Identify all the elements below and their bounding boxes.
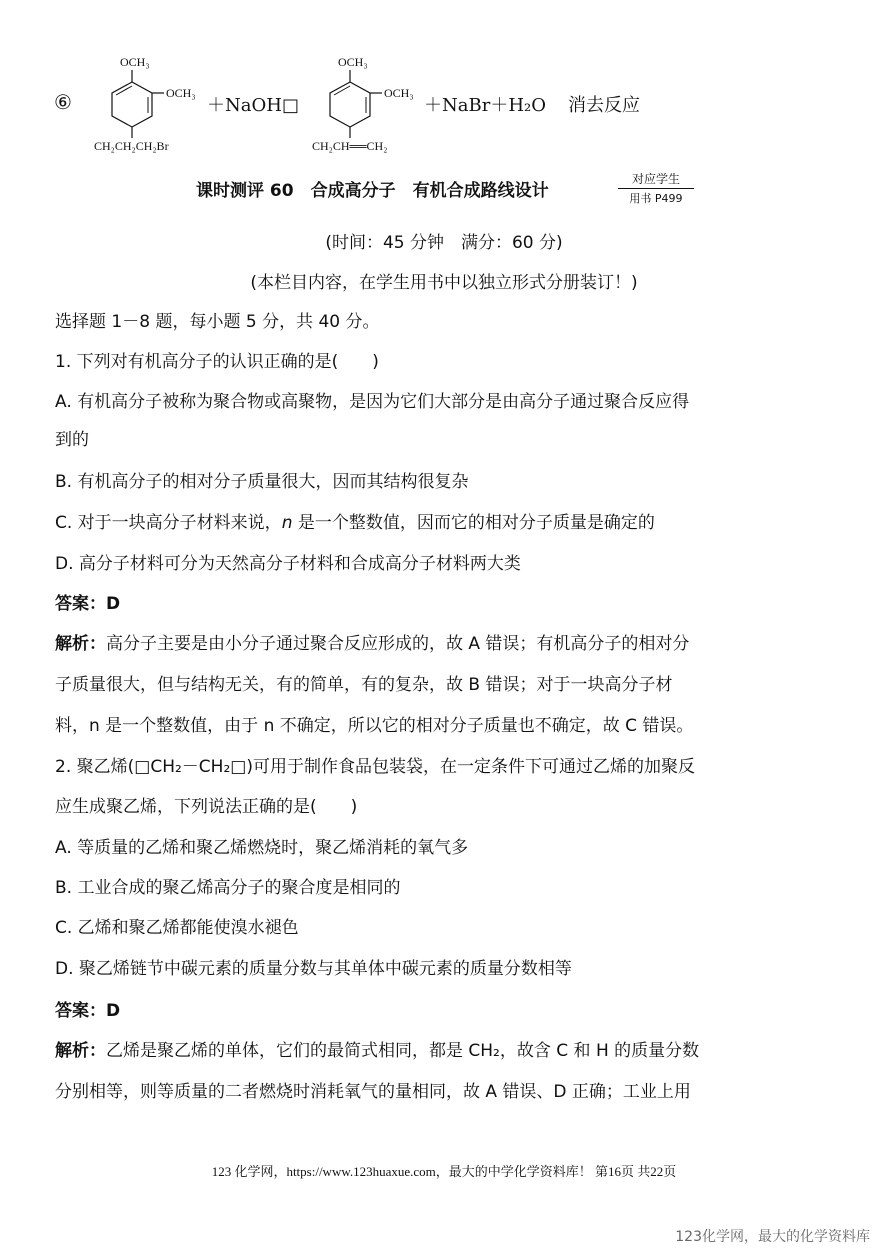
q1-option-c: [55, 503, 845, 543]
q1-option-a-line1: A. 有机高分子被称为聚合物或高聚物，是因为它们大部分是由高分子通过聚合反应得: [55, 392, 690, 412]
q2-stem-line1: 2. 聚乙烯(□CH₂－CH₂□)可用于制作食品包装袋，在一定条件下可通过乙烯的加聚反: [55, 757, 695, 777]
q2-option-a: A. 等质量的乙烯和聚乙烯燃烧时，聚乙烯消耗的氧气多: [55, 838, 469, 858]
q1-option-d: D. 高分子材料可分为天然高分子材料和合成高分子材料两大类: [55, 554, 521, 574]
reaction-equation: [52, 50, 852, 160]
product-right-group: OCH₃: [384, 86, 414, 100]
reactant-right-group: OCH₃: [166, 86, 196, 100]
q1-option-c-var: n: [281, 513, 293, 533]
reactant-top-group: OCH₃: [120, 55, 150, 69]
lesson-title: 课时测评 60 合成高分子 有机合成路线设计: [196, 181, 549, 201]
q1-analysis-line2: 子质量很大，但与结构无关，有的简单，有的复杂，故 B 错误；对于一块高分子材: [55, 675, 673, 695]
q2-stem-line2: 应生成聚乙烯，下列说法正确的是( ): [55, 797, 358, 817]
reactant-bottom-group: CH₂CH₂CH₂Br: [94, 139, 169, 153]
time-score-line: (时间：45 分钟 满分：60 分): [325, 233, 563, 253]
naoh-term: [207, 91, 299, 117]
product-structure: [310, 50, 420, 160]
q2-option-b: B. 工业合成的聚乙烯高分子的聚合度是相同的: [55, 878, 401, 898]
product-bottom-group: CH₂CH══CH₂: [312, 139, 388, 153]
binding-note: (本栏目内容，在学生用书中以独立形式分册装订！): [250, 273, 638, 293]
section-intro: 选择题 1－8 题，每小题 5 分，共 40 分。: [55, 312, 380, 332]
q1-answer: [55, 584, 845, 624]
q2-analysis-label: 解析：: [55, 1041, 106, 1061]
q1-option-b: B. 有机高分子的相对分子质量很大，因而其结构很复杂: [55, 472, 469, 492]
reaction-number: ⑥: [54, 90, 72, 114]
q1-answer-value: D: [106, 594, 121, 614]
reaction-arrow: □: [281, 95, 299, 116]
q1-option-c-suffix: 是一个整数值，因而它的相对分子质量是确定的: [292, 513, 655, 533]
q1-analysis-line1: [55, 624, 845, 664]
q1-option-a-line2: 到的: [55, 430, 89, 450]
book-reference-bottom: 用书 P499: [629, 192, 683, 205]
q1-analysis-line3: 料，n 是一个整数值，由于 n 不确定，所以它的相对分子质量也不确定，故 C 错误。: [55, 716, 694, 736]
q2-answer-label: 答案：: [55, 1001, 106, 1021]
q1-option-c-prefix: C. 对于一块高分子材料来说，: [55, 513, 282, 533]
q2-answer: [55, 991, 845, 1031]
q1-analysis-text1: 高分子主要是由小分子通过聚合反应形成的，故 A 错误；有机高分子的相对分: [106, 634, 690, 654]
q2-option-c: C. 乙烯和聚乙烯都能使溴水褪色: [55, 918, 299, 938]
q1-stem: 1. 下列对有机高分子的认识正确的是( ): [55, 352, 379, 372]
q2-answer-value: D: [106, 1001, 121, 1021]
lesson-header: [0, 170, 888, 210]
naoh-text: ＋NaOH: [207, 95, 282, 116]
side-products: ＋NaBr＋H₂O: [424, 95, 546, 116]
q2-option-d: D. 聚乙烯链节中碳元素的质量分数与其单体中碳元素的质量分数相等: [55, 959, 572, 979]
reactant-structure: [92, 50, 202, 160]
site-watermark: 123化学网，最大的化学资料库: [675, 1229, 870, 1245]
q2-analysis-text1: 乙烯是聚乙烯的单体，它们的最简式相同，都是 CH₂，故含 C 和 H 的质量分数: [106, 1041, 700, 1061]
reaction-type: 消去反应: [568, 95, 640, 116]
book-reference-top: 对应学生: [618, 170, 694, 189]
page-footer: 123 化学网，https://www.123huaxue.com，最大的中学化学资料库！ 第16页 共22页: [211, 1164, 677, 1179]
product-top-group: OCH₃: [338, 55, 368, 69]
q2-analysis-line2: 分别相等，则等质量的二者燃烧时消耗氧气的量相同，故 A 错误、D 正确；工业上用: [55, 1082, 691, 1102]
book-reference: [618, 170, 694, 206]
q1-analysis-label: 解析：: [55, 634, 106, 654]
q1-answer-label: 答案：: [55, 594, 106, 614]
q2-analysis-line1: [55, 1031, 845, 1071]
